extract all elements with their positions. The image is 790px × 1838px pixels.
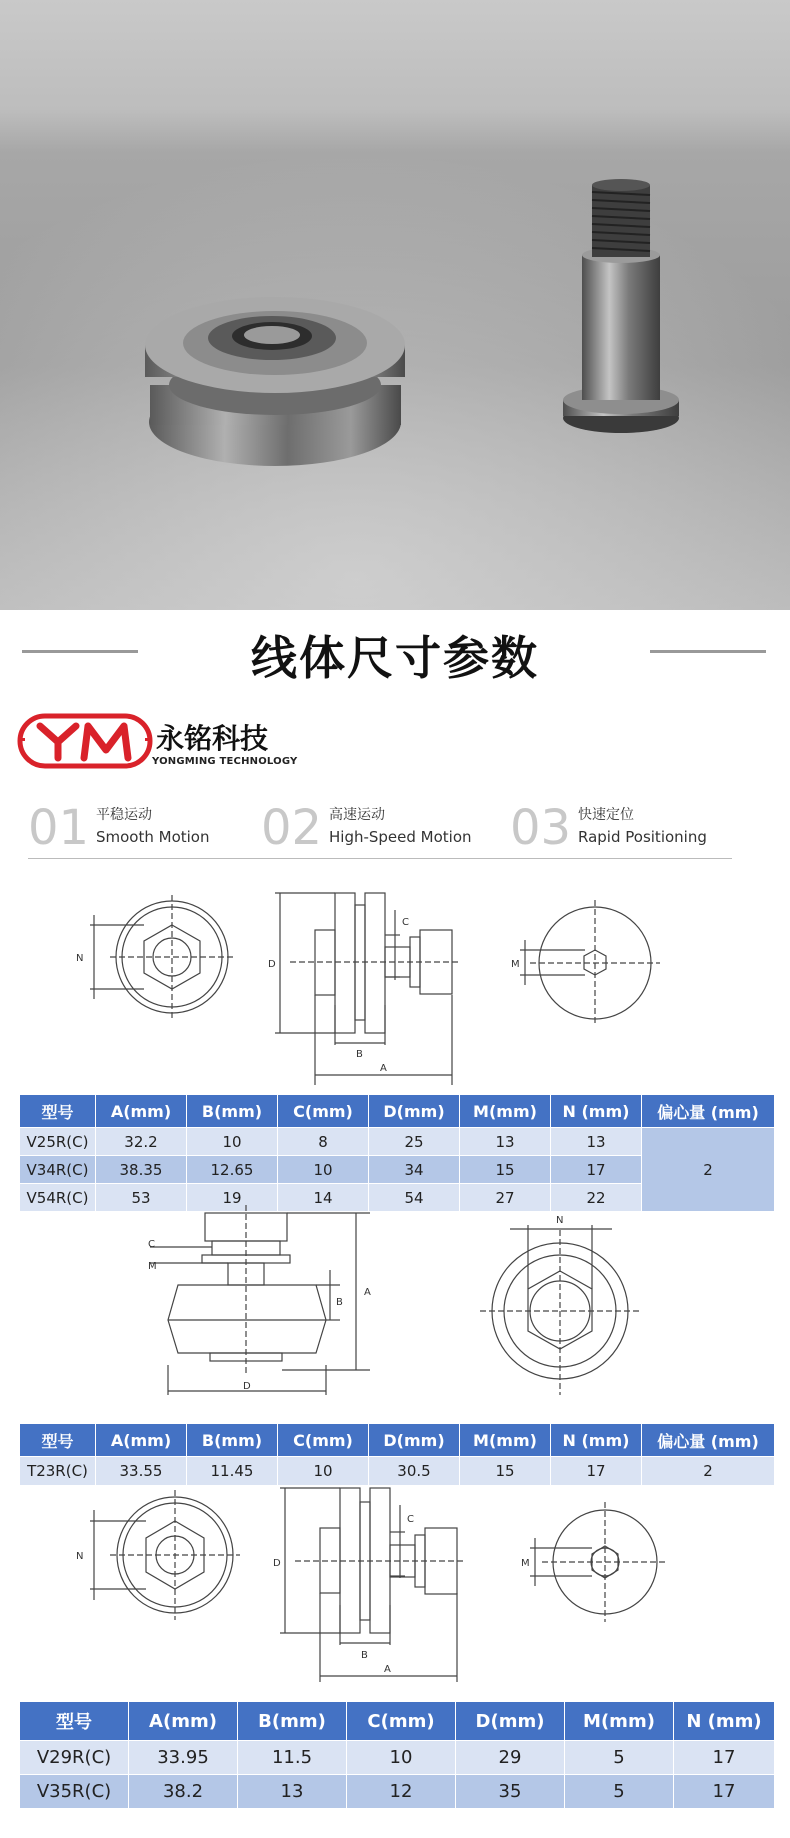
table-cell: V35R(C) [20,1775,129,1809]
dim-label-a: A [380,1063,387,1074]
table-cell: 10 [187,1128,278,1156]
table-header: C(mm) [278,1095,369,1128]
table-cell: 17 [551,1156,642,1184]
feature-number: 01 [28,800,90,856]
table-header: M(mm) [565,1702,674,1741]
dim-label-d: D [268,959,276,970]
dim-label-b: B [361,1650,368,1661]
brand-name-en: YONGMING TECHNOLOGY [152,756,298,767]
brand-name-cn: 永铭科技 [156,722,269,755]
table-cell: V29R(C) [20,1741,129,1775]
table-header: 型号 [20,1702,129,1741]
table-header: M(mm) [460,1424,551,1457]
table-row [20,1775,775,1809]
table-cell: 11.5 [238,1741,347,1775]
table-header: B(mm) [187,1095,278,1128]
table-cell: 10 [347,1741,456,1775]
table-cell: 17 [551,1457,642,1486]
dim-label-c: C [402,917,409,928]
table-cell-eccentric: 2 [642,1128,775,1212]
section-title: 线体尺寸参数 [251,631,539,685]
table-cell: 8 [278,1128,369,1156]
spec-table-3 [19,1701,775,1809]
table-header: 偏心量 (mm) [642,1095,775,1128]
dim-label-d: D [273,1558,281,1569]
table-cell: 17 [674,1741,775,1775]
feature-list [28,796,732,859]
table-cell: 33.55 [96,1457,187,1486]
feature-label-cn: 高速运动 [329,807,385,823]
table-header: D(mm) [369,1095,460,1128]
table-header: B(mm) [238,1702,347,1741]
dim-label-m: M [148,1261,157,1272]
table-cell: 32.2 [96,1128,187,1156]
dim-label-n: N [556,1215,564,1226]
feature-label-en: Rapid Positioning [578,828,707,846]
table-cell: 38.2 [129,1775,238,1809]
table-header-row [20,1702,775,1741]
table-cell: 10 [278,1457,369,1486]
feature-label-cn: 快速定位 [578,807,634,823]
dim-label-a: A [364,1287,371,1298]
table-header: C(mm) [278,1424,369,1457]
table-row [20,1741,775,1775]
technical-drawing-1 [76,885,780,1080]
dim-label-b: B [336,1297,343,1308]
table-cell: 25 [369,1128,460,1156]
dim-label-c: C [407,1514,414,1525]
table-cell: 15 [460,1457,551,1486]
table-cell: 19 [187,1184,278,1212]
table-header: A(mm) [129,1702,238,1741]
table-cell: 14 [278,1184,369,1212]
dim-label-n: N [76,953,84,964]
table-header: A(mm) [96,1095,187,1128]
table-cell: 34 [369,1156,460,1184]
table-header: N (mm) [551,1424,642,1457]
feature-number: 02 [261,800,323,856]
table-header: N (mm) [674,1702,775,1741]
product-photo [0,0,790,610]
table-row [20,1128,775,1156]
table-cell: 12 [347,1775,456,1809]
dim-label-b: B [356,1049,363,1060]
table-header: 偏心量 (mm) [642,1424,775,1457]
table-cell: 33.95 [129,1741,238,1775]
table-cell: 29 [456,1741,565,1775]
feature-item [510,796,732,856]
table-cell: T23R(C) [20,1457,96,1486]
feature-label-en: High-Speed Motion [329,828,472,846]
dim-label-d: D [243,1381,251,1392]
table-header: 型号 [20,1095,96,1128]
table-cell: 13 [551,1128,642,1156]
table-cell: 5 [565,1775,674,1809]
table-header: C(mm) [347,1702,456,1741]
feature-label-en: Smooth Motion [96,828,210,846]
feature-number: 03 [510,800,572,856]
technical-drawing-2 [140,1205,660,1405]
table-header: D(mm) [369,1424,460,1457]
table-header: 型号 [20,1424,96,1457]
table-cell: V34R(C) [20,1156,96,1184]
table-cell: 54 [369,1184,460,1212]
section-title-row [0,612,790,692]
table-cell: 10 [278,1156,369,1184]
table-cell: 12.65 [187,1156,278,1184]
table-cell: V54R(C) [20,1184,96,1212]
table-cell: 53 [96,1184,187,1212]
spec-table-2 [19,1423,775,1486]
table-cell: 11.45 [187,1457,278,1486]
table-header-row [20,1424,775,1457]
table-cell: 22 [551,1184,642,1212]
table-cell: 5 [565,1741,674,1775]
dim-label-n: N [76,1551,84,1562]
dim-label-a: A [384,1664,391,1675]
table-cell: 2 [642,1457,775,1486]
table-cell: 13 [238,1775,347,1809]
table-header-row [20,1095,775,1128]
dim-label-m: M [511,959,520,970]
feature-item [261,796,501,856]
feature-label-cn: 平稳运动 [96,807,152,823]
table-cell: 13 [460,1128,551,1156]
table-header: B(mm) [187,1424,278,1457]
table-cell: 17 [674,1775,775,1809]
spec-table-1 [19,1094,775,1212]
table-header: M(mm) [460,1095,551,1128]
table-cell: 35 [456,1775,565,1809]
table-cell: 27 [460,1184,551,1212]
table-header: N (mm) [551,1095,642,1128]
dim-label-c: C [148,1239,155,1250]
feature-item [28,796,258,856]
technical-drawing-3 [76,1480,780,1685]
dim-label-m: M [521,1558,530,1569]
table-cell: 15 [460,1156,551,1184]
table-header: D(mm) [456,1702,565,1741]
table-cell: 38.35 [96,1156,187,1184]
table-header: A(mm) [96,1424,187,1457]
table-cell: V25R(C) [20,1128,96,1156]
table-cell: 30.5 [369,1457,460,1486]
